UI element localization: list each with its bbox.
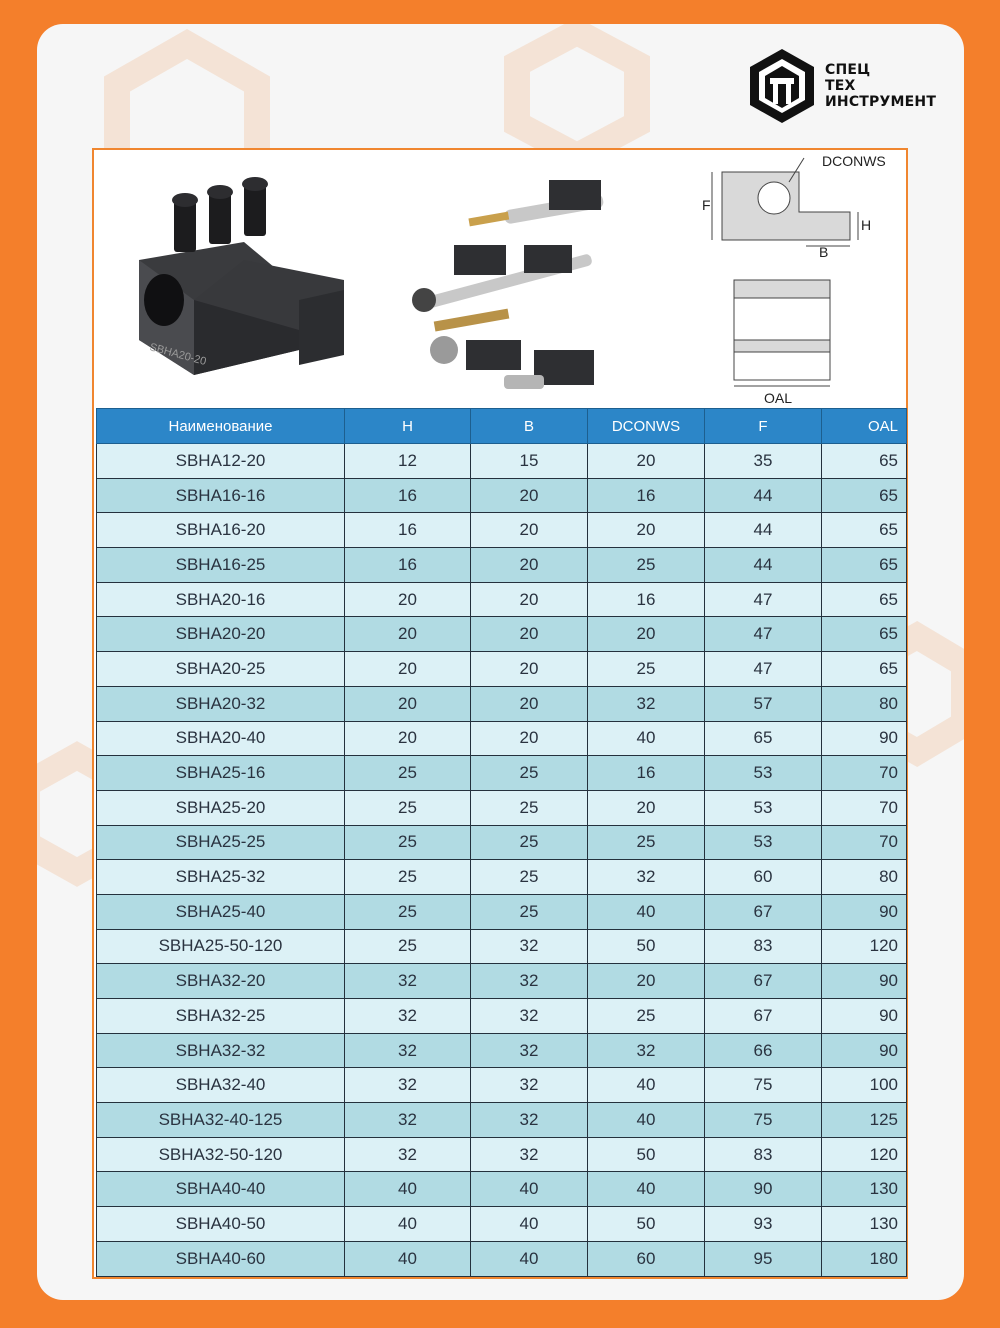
cell-f: 35 xyxy=(705,444,822,479)
cell-h: 32 xyxy=(345,1137,471,1172)
cell-h: 25 xyxy=(345,929,471,964)
label-dconws: DCONWS xyxy=(822,153,886,169)
table-row xyxy=(97,1207,907,1242)
cell-h: 20 xyxy=(345,652,471,687)
cell-h: 32 xyxy=(345,1103,471,1138)
catalog-card xyxy=(37,24,964,1300)
cell-b: 20 xyxy=(471,686,588,721)
label-b: B xyxy=(819,244,829,260)
table-row xyxy=(97,1033,907,1068)
cell-f: 67 xyxy=(705,999,822,1034)
col-oal-header: OAL xyxy=(822,409,907,444)
cell-b: 20 xyxy=(471,513,588,548)
cell-h: 40 xyxy=(345,1241,471,1276)
spec-table xyxy=(96,408,907,1277)
cell-name: SBHA40-60 xyxy=(97,1241,345,1276)
cell-name: SBHA12-20 xyxy=(97,444,345,479)
cell-b: 25 xyxy=(471,860,588,895)
cell-h: 16 xyxy=(345,548,471,583)
cell-h: 16 xyxy=(345,513,471,548)
cell-oal: 125 xyxy=(822,1103,907,1138)
cell-b: 40 xyxy=(471,1172,588,1207)
cell-dconws: 32 xyxy=(588,860,705,895)
col-f-header: F xyxy=(705,409,822,444)
cell-b: 40 xyxy=(471,1207,588,1242)
cell-h: 32 xyxy=(345,1033,471,1068)
table-row xyxy=(97,929,907,964)
cell-name: SBHA25-16 xyxy=(97,756,345,791)
col-dconws-header: DCONWS xyxy=(588,409,705,444)
cell-name: SBHA25-20 xyxy=(97,790,345,825)
spec-frame xyxy=(92,148,908,1279)
cell-oal: 70 xyxy=(822,756,907,791)
table-row xyxy=(97,825,907,860)
cell-b: 32 xyxy=(471,999,588,1034)
cell-f: 83 xyxy=(705,1137,822,1172)
cell-oal: 100 xyxy=(822,1068,907,1103)
cell-oal: 90 xyxy=(822,964,907,999)
cell-h: 32 xyxy=(345,1068,471,1103)
cell-oal: 90 xyxy=(822,894,907,929)
cell-oal: 90 xyxy=(822,999,907,1034)
cell-dconws: 25 xyxy=(588,652,705,687)
cell-oal: 80 xyxy=(822,686,907,721)
cell-b: 20 xyxy=(471,548,588,583)
cell-dconws: 60 xyxy=(588,1241,705,1276)
cell-dconws: 40 xyxy=(588,1103,705,1138)
cell-b: 32 xyxy=(471,1033,588,1068)
cell-f: 75 xyxy=(705,1068,822,1103)
table-row xyxy=(97,513,907,548)
table-row xyxy=(97,860,907,895)
cell-oal: 65 xyxy=(822,582,907,617)
cell-name: SBHA25-50-120 xyxy=(97,929,345,964)
assembly-photos xyxy=(412,180,604,389)
cell-oal: 120 xyxy=(822,929,907,964)
cell-name: SBHA32-40-125 xyxy=(97,1103,345,1138)
cell-dconws: 20 xyxy=(588,964,705,999)
cell-name: SBHA16-25 xyxy=(97,548,345,583)
cell-oal: 130 xyxy=(822,1207,907,1242)
cell-b: 20 xyxy=(471,652,588,687)
engraving-text: SBHA20-20 xyxy=(148,341,208,368)
cell-f: 47 xyxy=(705,652,822,687)
col-b-header: B xyxy=(471,409,588,444)
brand-line-2: ТЕХ xyxy=(825,78,856,94)
cell-b: 32 xyxy=(471,1137,588,1172)
cell-name: SBHA40-50 xyxy=(97,1207,345,1242)
cell-name: SBHA20-40 xyxy=(97,721,345,756)
cell-name: SBHA25-32 xyxy=(97,860,345,895)
cell-h: 20 xyxy=(345,721,471,756)
cell-f: 53 xyxy=(705,756,822,791)
col-name-header: Наименование xyxy=(97,409,345,444)
cell-oal: 120 xyxy=(822,1137,907,1172)
cell-b: 15 xyxy=(471,444,588,479)
cell-h: 20 xyxy=(345,686,471,721)
cell-oal: 65 xyxy=(822,652,907,687)
cell-oal: 130 xyxy=(822,1172,907,1207)
table-row xyxy=(97,790,907,825)
cell-h: 16 xyxy=(345,478,471,513)
cell-f: 66 xyxy=(705,1033,822,1068)
cell-dconws: 20 xyxy=(588,617,705,652)
cell-h: 32 xyxy=(345,999,471,1034)
table-row xyxy=(97,652,907,687)
cell-oal: 70 xyxy=(822,825,907,860)
cell-dconws: 25 xyxy=(588,548,705,583)
cell-b: 32 xyxy=(471,1103,588,1138)
cell-dconws: 40 xyxy=(588,1068,705,1103)
table-row xyxy=(97,444,907,479)
col-h-header: H xyxy=(345,409,471,444)
table-row xyxy=(97,999,907,1034)
cell-b: 32 xyxy=(471,1068,588,1103)
cell-b: 20 xyxy=(471,582,588,617)
table-row xyxy=(97,548,907,583)
cell-name: SBHA32-50-120 xyxy=(97,1137,345,1172)
cell-f: 93 xyxy=(705,1207,822,1242)
dimension-diagram xyxy=(712,158,858,386)
cell-name: SBHA32-20 xyxy=(97,964,345,999)
cell-dconws: 16 xyxy=(588,478,705,513)
cell-b: 20 xyxy=(471,721,588,756)
cell-f: 53 xyxy=(705,790,822,825)
cell-dconws: 50 xyxy=(588,1207,705,1242)
cell-f: 65 xyxy=(705,721,822,756)
cell-dconws: 40 xyxy=(588,721,705,756)
cell-f: 67 xyxy=(705,964,822,999)
cell-dconws: 16 xyxy=(588,756,705,791)
cell-b: 25 xyxy=(471,756,588,791)
table-body xyxy=(97,444,907,1277)
cell-b: 20 xyxy=(471,617,588,652)
brand-line-3: ИНСТРУМЕНТ xyxy=(825,94,937,110)
cell-dconws: 16 xyxy=(588,582,705,617)
cell-oal: 90 xyxy=(822,1033,907,1068)
table-row xyxy=(97,1137,907,1172)
cell-b: 32 xyxy=(471,964,588,999)
cell-h: 20 xyxy=(345,582,471,617)
cell-f: 44 xyxy=(705,478,822,513)
cell-name: SBHA25-40 xyxy=(97,894,345,929)
cell-dconws: 20 xyxy=(588,513,705,548)
label-f: F xyxy=(702,197,711,213)
cell-b: 40 xyxy=(471,1241,588,1276)
cell-name: SBHA16-16 xyxy=(97,478,345,513)
cell-name: SBHA20-20 xyxy=(97,617,345,652)
table-row xyxy=(97,1068,907,1103)
cell-f: 90 xyxy=(705,1172,822,1207)
cell-dconws: 40 xyxy=(588,1172,705,1207)
cell-name: SBHA20-25 xyxy=(97,652,345,687)
label-h: H xyxy=(861,217,872,233)
cell-b: 25 xyxy=(471,790,588,825)
table-row xyxy=(97,582,907,617)
table-row xyxy=(97,478,907,513)
cell-f: 67 xyxy=(705,894,822,929)
cell-oal: 65 xyxy=(822,617,907,652)
product-illustrations xyxy=(94,150,906,407)
cell-f: 95 xyxy=(705,1241,822,1276)
cell-oal: 180 xyxy=(822,1241,907,1276)
cell-name: SBHA25-25 xyxy=(97,825,345,860)
cell-b: 25 xyxy=(471,894,588,929)
cell-h: 25 xyxy=(345,894,471,929)
cell-h: 25 xyxy=(345,756,471,791)
cell-h: 25 xyxy=(345,860,471,895)
cell-b: 20 xyxy=(471,478,588,513)
table-row xyxy=(97,964,907,999)
cell-h: 32 xyxy=(345,964,471,999)
cell-h: 12 xyxy=(345,444,471,479)
cell-h: 20 xyxy=(345,617,471,652)
cell-name: SBHA32-32 xyxy=(97,1033,345,1068)
cell-b: 25 xyxy=(471,825,588,860)
cell-h: 40 xyxy=(345,1207,471,1242)
cell-b: 32 xyxy=(471,929,588,964)
cell-dconws: 32 xyxy=(588,1033,705,1068)
cell-dconws: 20 xyxy=(588,790,705,825)
cell-f: 75 xyxy=(705,1103,822,1138)
cell-f: 57 xyxy=(705,686,822,721)
cell-f: 47 xyxy=(705,617,822,652)
cell-name: SBHA20-32 xyxy=(97,686,345,721)
table-row xyxy=(97,1241,907,1276)
table-row xyxy=(97,721,907,756)
cell-dconws: 25 xyxy=(588,999,705,1034)
cell-oal: 65 xyxy=(822,478,907,513)
cell-name: SBHA32-25 xyxy=(97,999,345,1034)
cell-f: 47 xyxy=(705,582,822,617)
cell-f: 53 xyxy=(705,825,822,860)
cell-oal: 65 xyxy=(822,513,907,548)
cell-name: SBHA32-40 xyxy=(97,1068,345,1103)
cell-dconws: 20 xyxy=(588,444,705,479)
brand-line-1: СПЕЦ xyxy=(825,62,871,78)
cell-dconws: 32 xyxy=(588,686,705,721)
cell-name: SBHA20-16 xyxy=(97,582,345,617)
cell-oal: 90 xyxy=(822,721,907,756)
brand-name xyxy=(825,62,936,110)
cell-dconws: 50 xyxy=(588,929,705,964)
cell-h: 25 xyxy=(345,790,471,825)
cell-f: 60 xyxy=(705,860,822,895)
cell-f: 83 xyxy=(705,929,822,964)
cell-f: 44 xyxy=(705,513,822,548)
cell-f: 44 xyxy=(705,548,822,583)
table-row xyxy=(97,756,907,791)
table-row xyxy=(97,1103,907,1138)
table-row xyxy=(97,1172,907,1207)
tool-holder-photo xyxy=(139,177,344,375)
cell-oal: 65 xyxy=(822,548,907,583)
label-oal: OAL xyxy=(764,390,793,406)
cell-dconws: 40 xyxy=(588,894,705,929)
cell-h: 40 xyxy=(345,1172,471,1207)
table-header-row xyxy=(97,409,907,444)
cell-dconws: 50 xyxy=(588,1137,705,1172)
cell-name: SBHA40-40 xyxy=(97,1172,345,1207)
table-row xyxy=(97,894,907,929)
cell-oal: 80 xyxy=(822,860,907,895)
cell-oal: 70 xyxy=(822,790,907,825)
cell-h: 25 xyxy=(345,825,471,860)
table-row xyxy=(97,686,907,721)
cell-dconws: 25 xyxy=(588,825,705,860)
table-row xyxy=(97,617,907,652)
cell-name: SBHA16-20 xyxy=(97,513,345,548)
cell-oal: 65 xyxy=(822,444,907,479)
